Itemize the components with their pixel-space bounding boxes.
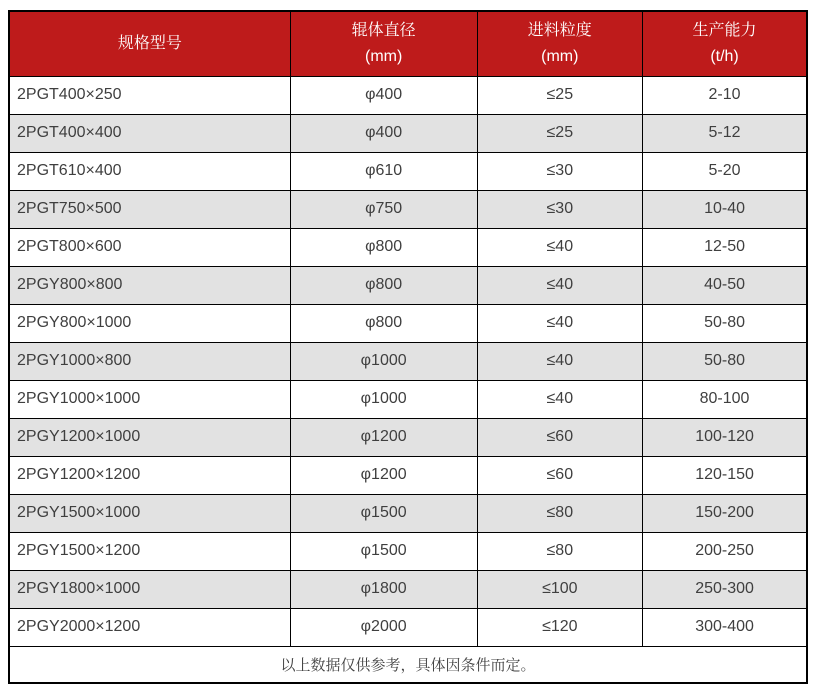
table-cell: 2PGY800×800 (9, 266, 290, 304)
table-cell: 300-400 (643, 608, 807, 646)
column-header-3 (477, 11, 643, 76)
table-cell: ≤120 (477, 608, 643, 646)
table-cell: φ400 (290, 114, 477, 152)
table-cell: φ610 (290, 152, 477, 190)
column-header-unit: (mm) (365, 48, 403, 66)
table-cell: 10-40 (643, 190, 807, 228)
table-cell: ≤25 (477, 76, 643, 114)
table-cell: 5-12 (643, 114, 807, 152)
table-cell: 2PGT800×600 (9, 228, 290, 266)
table-row (9, 456, 807, 494)
table-cell: φ800 (290, 266, 477, 304)
table-cell: ≤30 (477, 190, 643, 228)
table-cell: 120-150 (643, 456, 807, 494)
table-row (9, 570, 807, 608)
table-cell: φ400 (290, 76, 477, 114)
table-cell: φ2000 (290, 608, 477, 646)
column-header-title: 规格型号 (117, 34, 182, 52)
table-row (9, 190, 807, 228)
table-cell: ≤80 (477, 532, 643, 570)
table-cell: 80-100 (643, 380, 807, 418)
table-row (9, 608, 807, 646)
table-cell: 2PGY800×1000 (9, 304, 290, 342)
table-cell: 2PGY1500×1200 (9, 532, 290, 570)
table-cell: ≤80 (477, 494, 643, 532)
table-cell: ≤60 (477, 418, 643, 456)
table-cell: 50-80 (643, 304, 807, 342)
table-cell: φ1500 (290, 532, 477, 570)
table-header (9, 11, 807, 76)
table-cell: φ1800 (290, 570, 477, 608)
table-cell: ≤25 (477, 114, 643, 152)
table-cell: φ1200 (290, 456, 477, 494)
table-row (9, 304, 807, 342)
table-cell: ≤40 (477, 266, 643, 304)
table-cell: 50-80 (643, 342, 807, 380)
table-cell: 2PGY1200×1000 (9, 418, 290, 456)
table-cell: 2PGT400×250 (9, 76, 290, 114)
table-row (9, 380, 807, 418)
table-cell: ≤40 (477, 342, 643, 380)
table-cell: 2PGY2000×1200 (9, 608, 290, 646)
table-cell: 250-300 (643, 570, 807, 608)
table-cell: ≤40 (477, 380, 643, 418)
table-cell: 2PGY1000×1000 (9, 380, 290, 418)
table-row (9, 114, 807, 152)
table-footer (9, 646, 807, 683)
table-cell: ≤30 (477, 152, 643, 190)
table-cell: ≤60 (477, 456, 643, 494)
table-cell: 2PGT750×500 (9, 190, 290, 228)
table-cell: φ1000 (290, 380, 477, 418)
table-cell: ≤40 (477, 228, 643, 266)
footer-row (9, 646, 807, 683)
table-cell: 150-200 (643, 494, 807, 532)
table-cell: 200-250 (643, 532, 807, 570)
column-header-4 (643, 11, 807, 76)
table-row (9, 418, 807, 456)
table-cell: φ1500 (290, 494, 477, 532)
column-header-title: 辊体直径 (351, 21, 416, 39)
column-header-unit: (t/h) (710, 48, 739, 66)
table-cell: 2PGY1000×800 (9, 342, 290, 380)
table-cell: φ800 (290, 304, 477, 342)
table-row (9, 266, 807, 304)
column-header-2 (290, 11, 477, 76)
table-cell: 12-50 (643, 228, 807, 266)
table-cell: 2PGT610×400 (9, 152, 290, 190)
table-row (9, 342, 807, 380)
table-cell: 100-120 (643, 418, 807, 456)
column-header-title: 进料粒度 (527, 21, 592, 39)
column-header-title: 生产能力 (692, 21, 757, 39)
table-cell: 5-20 (643, 152, 807, 190)
table-cell: ≤40 (477, 304, 643, 342)
table-cell: φ750 (290, 190, 477, 228)
table-cell: 40-50 (643, 266, 807, 304)
table-row (9, 76, 807, 114)
column-header-1 (9, 11, 290, 76)
table-row (9, 494, 807, 532)
table-header-row (9, 11, 807, 76)
table-cell: φ800 (290, 228, 477, 266)
table-cell: 2PGT400×400 (9, 114, 290, 152)
table-row (9, 228, 807, 266)
table-row (9, 532, 807, 570)
table-cell: φ1200 (290, 418, 477, 456)
table-row (9, 152, 807, 190)
table-cell: φ1000 (290, 342, 477, 380)
spec-table (8, 10, 808, 684)
table-body (9, 76, 807, 646)
column-header-unit: (mm) (541, 48, 579, 66)
footer-note: 以上数据仅供参考，具体因条件而定。 (9, 646, 807, 683)
table-cell: 2PGY1500×1000 (9, 494, 290, 532)
table-cell: 2-10 (643, 76, 807, 114)
table-cell: ≤100 (477, 570, 643, 608)
table-cell: 2PGY1800×1000 (9, 570, 290, 608)
table-cell: 2PGY1200×1200 (9, 456, 290, 494)
